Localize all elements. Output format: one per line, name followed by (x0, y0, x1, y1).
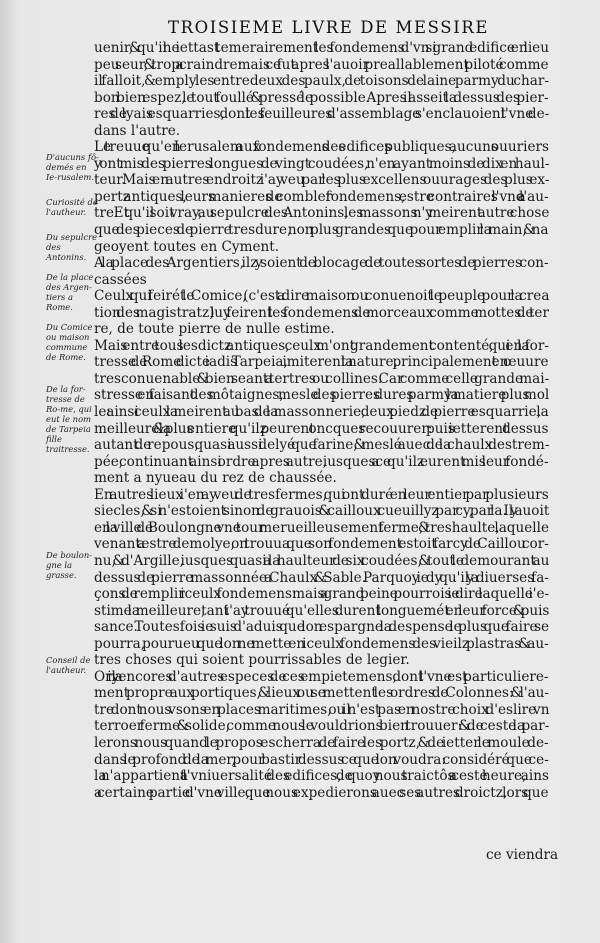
body-text (94, 40, 549, 801)
margin-note: Curiosité de l'autheur. (46, 197, 98, 217)
text-line: peu seur, & trop a craindre: mais ce fut apres l'auoir preallablement piloté comme (94, 56, 549, 73)
margin-notes (0, 0, 98, 943)
text-line: tre. Et qu'il soit vray, au sepulcre des Antonins, les massons n'y meirent autre chose (94, 205, 550, 222)
text-line: dessus de pierre massonnée a Chaulx & Sable. Parquoy ie dy qu'il y a diuerses fa- (94, 569, 549, 586)
text-line: terroer ferme & solide, comme nous le vouldrions bien trouuer: & de ceste la par- (94, 718, 550, 735)
text-line: a certaine partie d'vne ville, que nous expedierons auec ses autres droictz, lors que (94, 784, 549, 801)
text-line: Mais entre tous lesdictz antiques, ceulx m'ont grandement contenté, qui en la for- (94, 337, 549, 354)
text-line: tion des magistratz) luy feirent les fondemens de morceaux comme mottes de ter (94, 304, 549, 321)
text-line: tres choses qui soient pourrissables de legier. (94, 652, 410, 669)
text-line: en la ville de Boulongne vne tour merueilleusement ferme, & treshaulte, laquelle (94, 519, 550, 536)
text-line: stime la meilleure, tant i'ay trouué qu'elles durent longuemét en leur force & puis (94, 602, 550, 619)
text-line: re, de toute pierre de nulle estime. (94, 321, 335, 338)
text-line: cassées (94, 271, 147, 288)
text-line: A la place des Argentiers, ilz y soient de blocage de toutes sortes de pierres con- (94, 255, 549, 272)
margin-note: De la place des Argen-tiers a Rome. (46, 272, 94, 312)
margin-note: Conseil de l'autheur. (46, 655, 91, 675)
text-line: bon bien espez, le tout foullé & pressé le possible. Apres il asseit la dessus des pier- (94, 89, 549, 106)
text-line: Le treuue qu'en Ierusalem aux fondemens des edifices publiques, aucuns ouuriers (94, 139, 549, 156)
text-line: ment propre aux portiques, & lieux ou se mettent les ordres de Colonnes: & l'au- (94, 685, 550, 702)
text-line: sance. Toutesfois ie suis d'aduis que lon espargne la despense le plus que faire se (94, 619, 550, 636)
margin-note: Du Comice ou maison commune de Rome. (46, 322, 93, 362)
catchword: ce viendra (486, 847, 559, 863)
text-line: la n'appartient a l'vniuersalité des edifices, de quoy nous traictôs a ceste heure, ains (94, 768, 549, 785)
text-line: geoyent toutes en Cyment. (94, 238, 280, 255)
text-line: le: ainsi ceulx la meirent au bas de la massonnerie, deux piedz de pierre esquarrie, la (94, 404, 549, 421)
text-line: nu, & d'Argille, iusques quasi a la haulteur de six coudées, & tout le demourant au (94, 552, 550, 569)
text-line: pée, continuant ainsi ordre apres autre, iusques a ce qu'ilz eurent mis leur fondé- (94, 453, 549, 470)
text-line: meilleure & la plus entiere qu'ilz peurent oncques recouurer: puis ietterent dessus (94, 420, 549, 437)
margin-note: Du sepulcre des Antonins. (46, 232, 98, 262)
text-line: lerons nous quand le propos escherra de faire les portz, & de ietter le moule de- (94, 734, 549, 751)
text-line: En autres lieux i'en ay veu de tresfermes, qui ont duré en leur entier par plusieurs (94, 486, 549, 503)
text-line: tresconuenable & bien seant a tertres ou collines. Car comme celle grande mai- (94, 370, 550, 387)
text-line: autant de repous, quasi aussi delyé que farine, & meslé auec de la chaulx destrem- (94, 437, 550, 454)
text-line: il falloit, & emply les entredeux des paulx, de toisons de laine parmy du char- (94, 73, 549, 90)
margin-note: De la for-tresse de Ro-me, qui eut le nom de Tarpeia fille traitresse. (46, 384, 92, 454)
text-line: Ceulx qui feirét le Comice, (c'est a dire maison ou conuenoit le peuple pour la crea (94, 288, 550, 305)
text-line: uenir, & qu'il ne iettast temerairement les fondemens d'vn si grand edifice en lieu (94, 40, 549, 56)
text-line: siecles, & si n'estoient sinon de grauois & cailloux cueuillyz par cy, par la. Il y auoit (94, 503, 550, 520)
text-line: tresse de Rome dicte iadis Tarpeia, imiterent la nature, principalement en œuure (94, 354, 549, 371)
margin-note: D'aucuns fô-demés en Ie-rusalem. (46, 152, 99, 182)
text-line: venant a estre demolye, on trouua que son fondement estoit farcy de Caillou cor- (94, 536, 549, 553)
text-line: res de lyais esquarries, dont les feuilleures d'assemblage s'enclauoient l'vne de- (94, 106, 550, 123)
text-line: pourra, pourueu que lon ne mette en iceulx fondemens des vieilz plastras & au- (94, 635, 549, 652)
text-line: stresse en faisant des môtaignes, mesle des pierres dures parmy la matiere plus mol (94, 387, 550, 404)
text-line: ment a nyueau du rez de chaussée. (94, 470, 337, 487)
running-header: TROISIEME LIVRE DE MESSIRE (168, 18, 489, 37)
text-line: tre dont nous vsons en places maritimes, ou il n'est pas en nostre choix d'eslire vn (94, 701, 550, 718)
margin-note: De boulon-gne la grasse. (46, 550, 93, 580)
text-line: que des pieces de pierre tresdure, non plus grandes que pour emplir la main, & na (94, 222, 549, 239)
text-line: teur. Mais en autres endroitz i'ay veu par les plus excellens ouurages des plus ex- (94, 172, 550, 189)
text-line: pertz antiques, leurs manieres de combler fondemens, estre contraires l'vne a l'au- (94, 188, 549, 205)
text-line: dans l'autre. (94, 122, 181, 139)
text-line: Or il y a encores d'autres especes de ces empietemens, dont l'vne est particuliere- (94, 668, 549, 685)
text-line: dans le profond de la mer, pour bastir dessus ce que lon voudra: considéré que ce- (94, 751, 549, 768)
text-line: y ont mis des pierres longues de vingt coudées, n'en ayant moins de dix en haul- (94, 155, 550, 172)
text-line: çons de remplir iceulx fondemens: mais a grand peine pourrois ie dire laquelle i'e- (94, 586, 550, 603)
